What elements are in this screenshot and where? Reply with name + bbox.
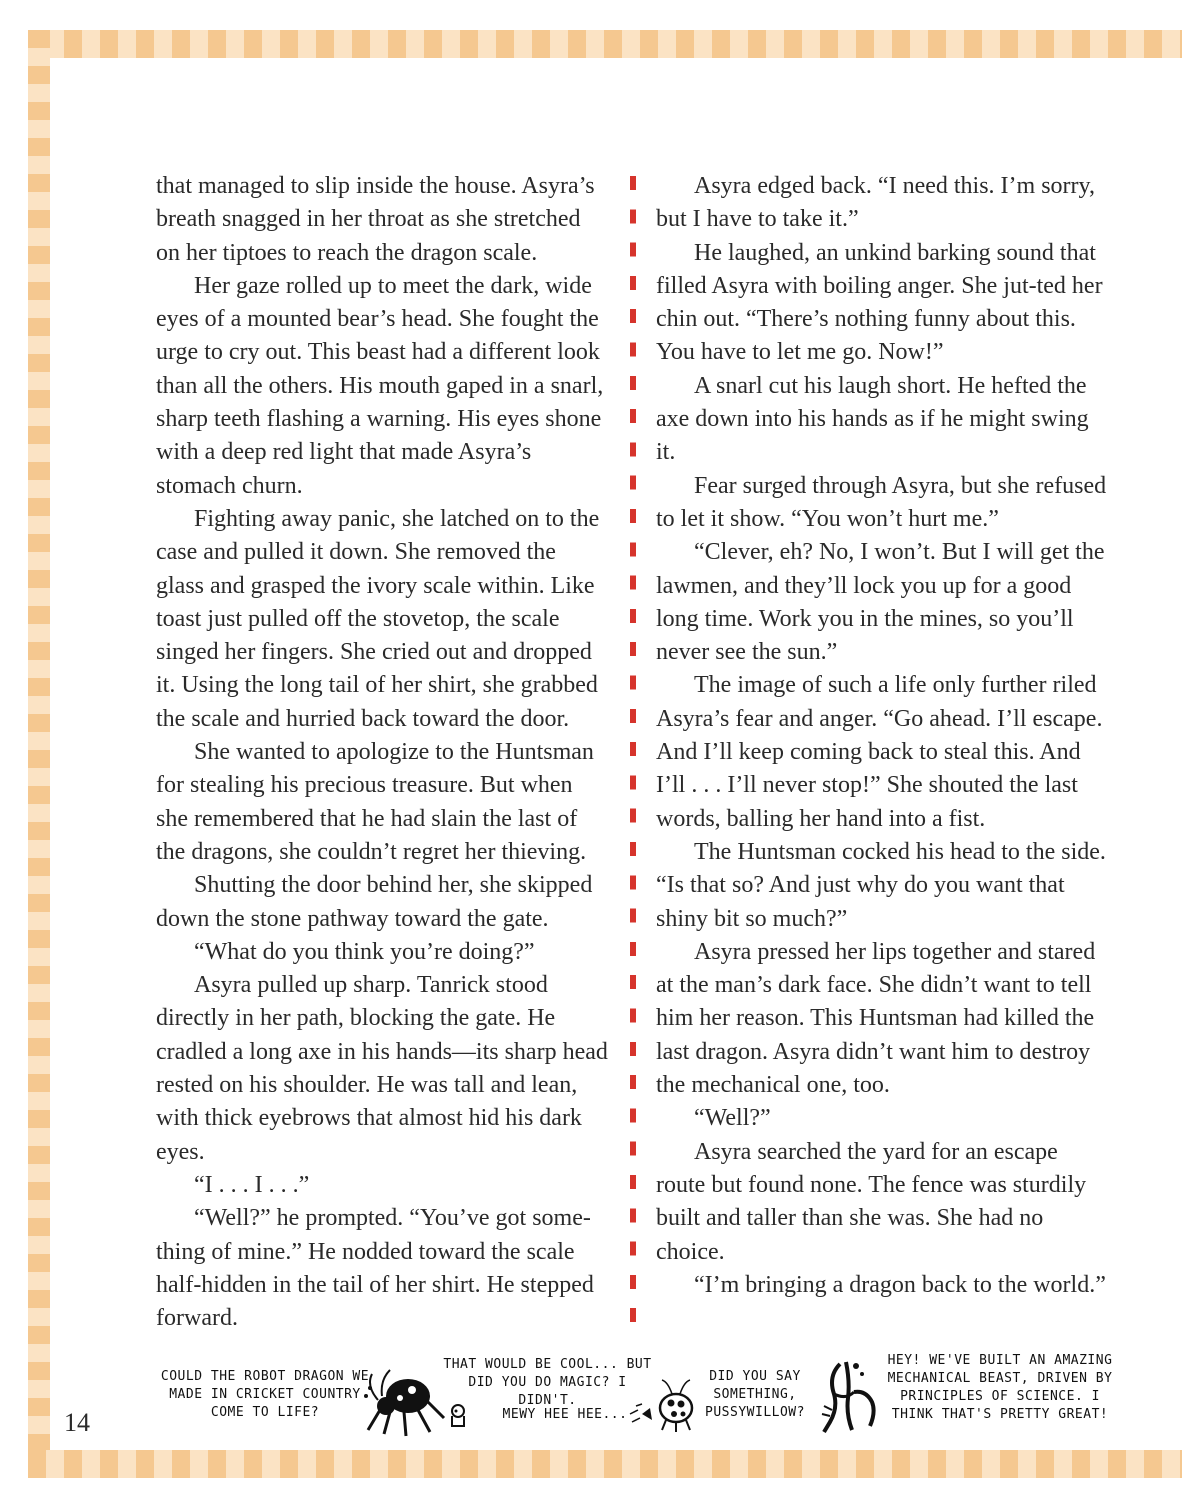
paragraph: Fighting away panic, she latched on to the case and pulled it down. She removed the glass and grasped the ivory scale within. Like toast just pulled off the stovetop, the scale singed her fingers. She cried out and dropped it. Using the long tail of her shirt, she grabbed the scale and hurried back toward the door. [156,505,600,732]
paragraph: “Well?” [694,1105,771,1132]
cricket-icon [360,1360,450,1440]
paragraph: Asyra searched the yard for an escape route but found none. The fence was sturdily built and taller than she was. She had no choice. [656,1138,1087,1265]
ladybug-icon [628,1374,700,1434]
paragraph: Asyra edged back. “I need this. I’m sorry, but I have to take it.” [656,173,1095,233]
paragraph: The Huntsman cocked his head to the side. “Is that so? And just why do you want that shiny bit so much?” [656,838,1106,932]
paragraph: Asyra pulled up sharp. Tanrick stood directly in her path, blocking the gate. He cradled a long axe in his hands—its sharp head rested on his shoulder. He was tall and lean, with thick eyebrows that almost hid his dark eyes. [156,972,608,1165]
border-top [28,30,1182,58]
paragraph: “I’m bringing a dragon back to the world.” [694,1271,1106,1298]
paragraph: “Well?” he prompted. “You’ve got some-thing of mine.” He nodded toward the scale half-hidden in the tail of her shirt. He stepped forward. [156,1205,594,1332]
paragraph: He laughed, an unkind barking sound that filled Asyra with boiling anger. She jut-ted her chin out. “There’s nothing funny about this. You have to let me go. Now!” [656,239,1103,366]
paragraph: She wanted to apologize to the Huntsman for stealing his precious treasure. But when she remembered that he had slain the last of the dragons, she couldn’t regret her thieving. [156,739,594,865]
left-column [156,170,608,1335]
page-number: 14 [64,1408,90,1437]
paragraph: “What do you think you’re doing?” [194,938,535,965]
mechanical-beast-icon [820,1352,882,1436]
speech-bubble-3: MEWY HEE HEE... [502,1407,628,1422]
paragraph: A snarl cut his laugh short. He hefted the axe down into his hands as if he might swing it. [656,372,1089,466]
border-left [28,30,50,1478]
paragraph: “I . . . I . . .” [194,1171,310,1198]
paragraph: that managed to slip inside the house. Asyra’s breath snagged in her throat as she stretched on her tiptoes to reach the dragon scale. [156,173,595,266]
paragraph: The image of such a life only further riled Asyra’s fear and anger. “Go ahead. I’ll escape. And I’ll keep coming back to steal this. And I’ll . . . I’ll never stop!” She shouted the last words, balling her hand into a fist. [656,672,1103,832]
paragraph: Shutting the door behind her, she skipped down the stone pathway toward the gate. [156,872,593,932]
speech-bubble-4: DID YOU SAY SOMETHING, PUSSYWILLOW? [705,1369,805,1420]
paragraph: Fear surged through Asyra, but she refused to let it show. “You won’t hurt me.” [656,472,1107,532]
paragraph: “Clever, eh? No, I won’t. But I will get the lawmen, and they’ll lock you up for a good long time. Work you in the mines, so you’ll never see the sun.” [656,539,1105,666]
speech-bubble-2: THAT WOULD BE COOL... BUT DID YOU DO MAGIC? I DIDN'T. [443,1357,652,1408]
paragraph: Her gaze rolled up to meet the dark, wide eyes of a mounted bear’s head. She fought the urge to cry out. This beast had a different look than all the others. His mouth gaped in a snarl, sharp teeth flashing a warning. His eyes shone with a deep red light that made Asyra’s stomach churn. [156,272,604,499]
speech-bubble-1: COULD THE ROBOT DRAGON WE MADE IN CRICKET COUNTRY COME TO LIFE? [160,1369,370,1420]
column-divider [630,176,636,1331]
right-column [656,170,1108,1302]
border-bottom [28,1450,1182,1478]
paragraph: Asyra pressed her lips together and stared at the man’s dark face. She didn’t want to tell him her reason. This Huntsman had killed the last dragon. Asyra didn’t want him to destroy the mechanical one, too. [656,938,1096,1099]
speech-bubble-5: HEY! WE'VE BUILT AN AMAZING MECHANICAL BEAST, DRIVEN BY PRINCIPLES OF SCIENCE. I THINK THAT'S PRETTY GREAT! [887,1353,1113,1422]
